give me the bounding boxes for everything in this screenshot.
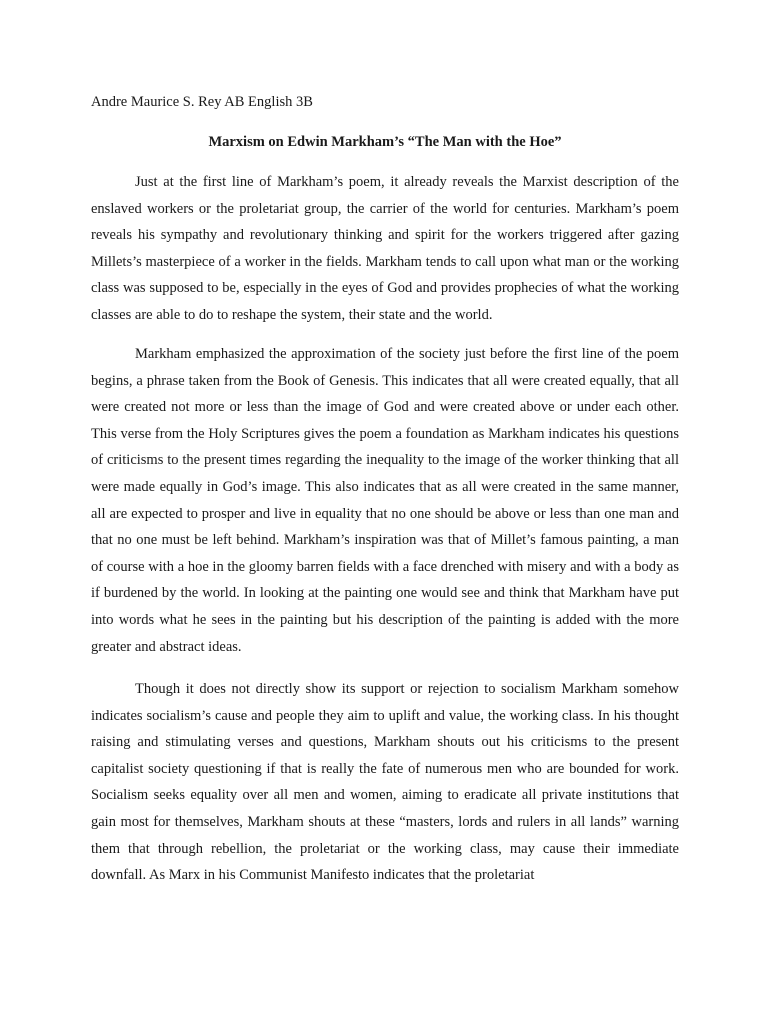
- paragraph-3: Though it does not directly show its support or rejection to socialism Markham somehow indicates socialism’s cause and people they aim to uplift and value, the working class. In his thought raising and stimulating verses and questions, Markham shouts out his criticisms to the present capitalist society questioning if that is really the fate of numerous men who are bounded for work. Socialism seeks equality over all men and women, aiming to eradicate all private institutions that gain most for themselves, Markham shouts at these “masters, lords and rulers in all lands” warning them that through rebellion, the proletariat or the working class, may cause their immediate downfall. As Marx in his Communist Manifesto indicates that the proletariat: [91, 681, 679, 884]
- document-title: Marxism on Edwin Markham’s “The Man with the Hoe”: [208, 134, 562, 150]
- author-line: Andre Maurice S. Rey AB English 3B: [91, 94, 313, 110]
- paragraph-1: Just at the first line of Markham’s poem, it already reveals the Marxist description of the enslaved workers or the proletariat group, the carrier of the world for centuries. Markham’s poem reveals his sympathy and revolutionary thinking and spirit for the workers triggered after gazing Millets’s masterpiece of a worker in the fields. Markham tends to call upon what man or the working class was supposed to be, especially in the eyes of God and provides prophecies of what the working classes are able to do to reshape the system, their state and the world.: [91, 174, 679, 323]
- paragraph-2: Markham emphasized the approximation of the society just before the first line of the poem begins, a phrase taken from the Book of Genesis. This indicates that all were created equally, that all were created not more or less than the image of God and were created above or under each other. This verse from the Holy Scriptures gives the poem a foundation as Markham indicates his questions of criticisms to the present times regarding the inequality to the image of the worker thinking that all were made equally in God’s image. This also indicates that as all were created in the same manner, all are expected to prosper and live in equality that no one should be above or less than one man and that no one must be left behind. Markham’s inspiration was that of Millet’s famous painting, a man of course with a hoe in the gloomy barren fields with a face drenched with misery and with a body as if burdened by the world. In looking at the painting one would see and think that Markham have put into words what he sees in the painting but his description of the painting is added with the more greater and abstract ideas.: [91, 346, 679, 655]
